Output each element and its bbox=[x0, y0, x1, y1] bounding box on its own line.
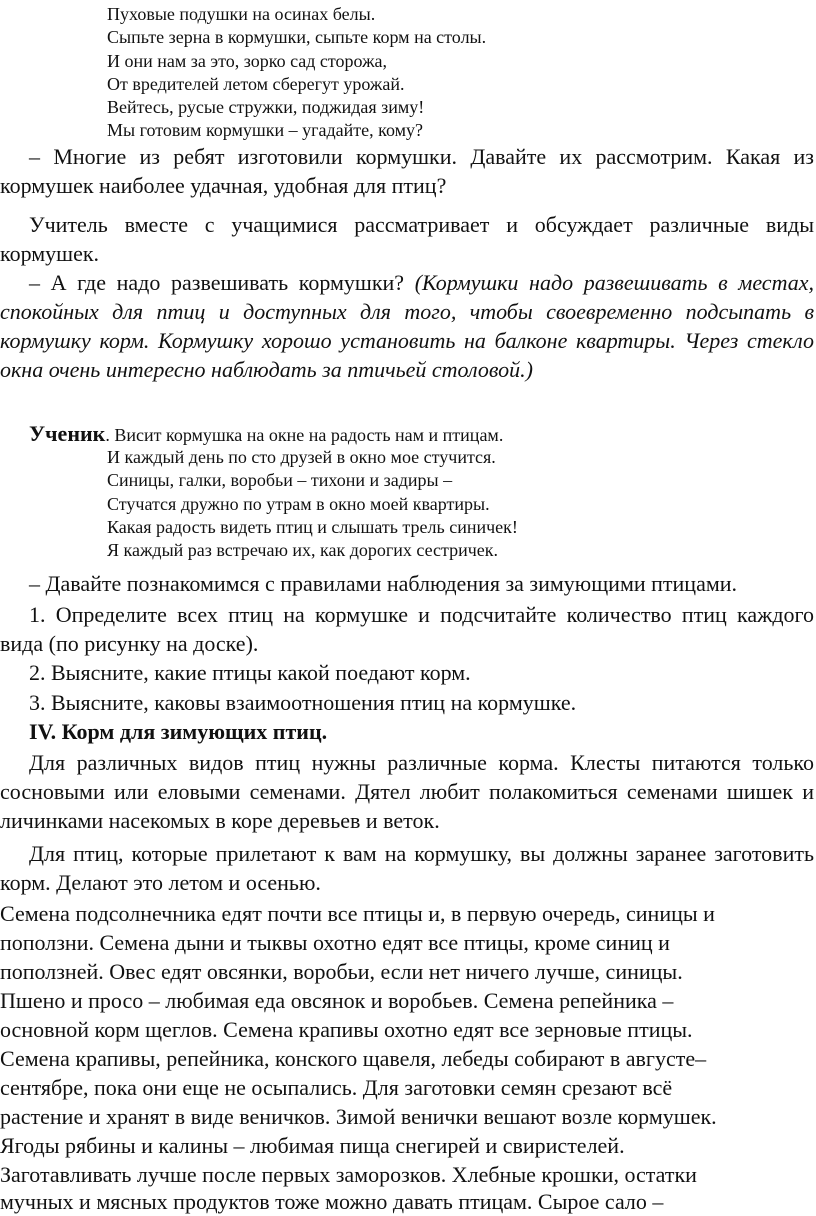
body-line: поползней. Овес едят овсянки, воробьи, если нет ничего лучше, синицы. bbox=[0, 959, 683, 984]
student-verse bbox=[29, 421, 503, 447]
body-line: Семена крапивы, репейника, конского щавеля, лебеды собирают в августе– bbox=[0, 1046, 707, 1071]
body-line: мучных и мясных продуктов тоже можно давать птицам. Сырое сало – bbox=[0, 1189, 664, 1214]
body-line: основной корм щеглов. Семена крапивы охотно едят все зерновые птицы. bbox=[0, 1017, 693, 1042]
body-line: Ягоды рябины и калины – любимая пища снегирей и свиристелей. bbox=[0, 1133, 625, 1158]
paragraph-teacher-discussion: Учитель вместе с учащимися рассматривает и обсуждает различные виды кормушек. bbox=[0, 212, 814, 266]
student-label: Ученик bbox=[29, 421, 106, 446]
poem-line: Сыпьте зерна в кормушки, сыпьте корм на столы. bbox=[107, 27, 487, 48]
rule-1: 1. Определите всех птиц на кормушке и подсчитайте количество птиц каждого вида (по рисунку на доске). bbox=[0, 602, 814, 656]
poem-line: Вейтесь, русые стружки, поджидая зиму! bbox=[107, 97, 425, 118]
rule-3: 3. Выясните, каковы взаимоотношения птиц на кормушке. bbox=[29, 690, 577, 715]
paragraph-prepare-food: Для птиц, которые прилетают к вам на кормушку, вы должны заранее заготовить корм. Делают это летом и осенью. bbox=[0, 841, 814, 895]
poem-feeders bbox=[107, 3, 486, 143]
poem-line: И каждый день по сто друзей в окно мое стучится. bbox=[107, 447, 496, 467]
answer-text: (Кормушки надо развешивать в местах, спокойных для птиц и доступных для того, чтобы своевременно подсыпать в кормушку корм. Кормушку хорошо установить на балконе квартиры. Через стекло окна очень интересно наблюдать за птичьей столовой.) bbox=[0, 270, 814, 382]
student-first-line: . Висит кормушка на окне на радость нам и птицам. bbox=[105, 425, 504, 445]
poem-line: Синицы, галки, воробьи – тихони и задиры – bbox=[107, 470, 453, 491]
body-line: Семена подсолнечника едят почти все птицы и, в первую очередь, синицы и bbox=[0, 901, 715, 926]
poem-line: И они нам за это, зорко сад сторожа, bbox=[107, 50, 388, 71]
poem-line: Пуховые подушки на осинах белы. bbox=[107, 4, 376, 24]
paragraph-observation-rules-intro: – Давайте познакомимся с правилами наблюдения за зимующими птицами. bbox=[29, 571, 738, 596]
poem-line: Я каждый раз встречаю их, как дорогих сестричек. bbox=[107, 540, 499, 561]
body-line: Заготавливать лучше после первых заморозков. Хлебные крошки, остатки bbox=[0, 1162, 697, 1187]
question-text: – А где надо развешивать кормушки? bbox=[29, 270, 415, 295]
body-line: Пшено и просо – любимая еда овсянок и воробьев. Семена репейника – bbox=[0, 988, 674, 1013]
section-heading: IV. Корм для зимующих птиц. bbox=[29, 719, 328, 744]
poem-line: Стучатся дружно по утрам в окно моей квартиры. bbox=[107, 493, 490, 514]
paragraph-bird-food-types: Для различных видов птиц нужны различные корма. Клесты питаются только сосновыми или еловыми семенами. Дятел любит полакомиться семенами шишек и личинками насекомых в коре деревьев и веток. bbox=[0, 750, 814, 833]
body-line: растение и хранят в виде веничков. Зимой венички вешают возле кормушек. bbox=[0, 1104, 717, 1129]
poem-line: Какая радость видеть птиц и слышать трель синичек! bbox=[107, 516, 518, 537]
paragraph-feeders-question: – Многие из ребят изготовили кормушки. Давайте их рассмотрим. Какая из кормушек наиболее удачная, удобная для птиц? bbox=[0, 144, 814, 198]
poem-line: Мы готовим кормушки – угадайте, кому? bbox=[107, 120, 424, 141]
paragraph-where-to-hang bbox=[0, 268, 814, 384]
rule-2: 2. Выясните, какие птицы какой поедают корм. bbox=[29, 660, 471, 685]
body-line: сентябре, пока они еще не осыпались. Для заготовки семян срезают всё bbox=[0, 1075, 673, 1100]
poem-line: От вредителей летом сберегут урожай. bbox=[107, 73, 405, 94]
poem-window-feeder bbox=[107, 446, 518, 562]
body-line: поползни. Семена дыни и тыквы охотно едят все птицы, кроме синиц и bbox=[0, 930, 670, 955]
